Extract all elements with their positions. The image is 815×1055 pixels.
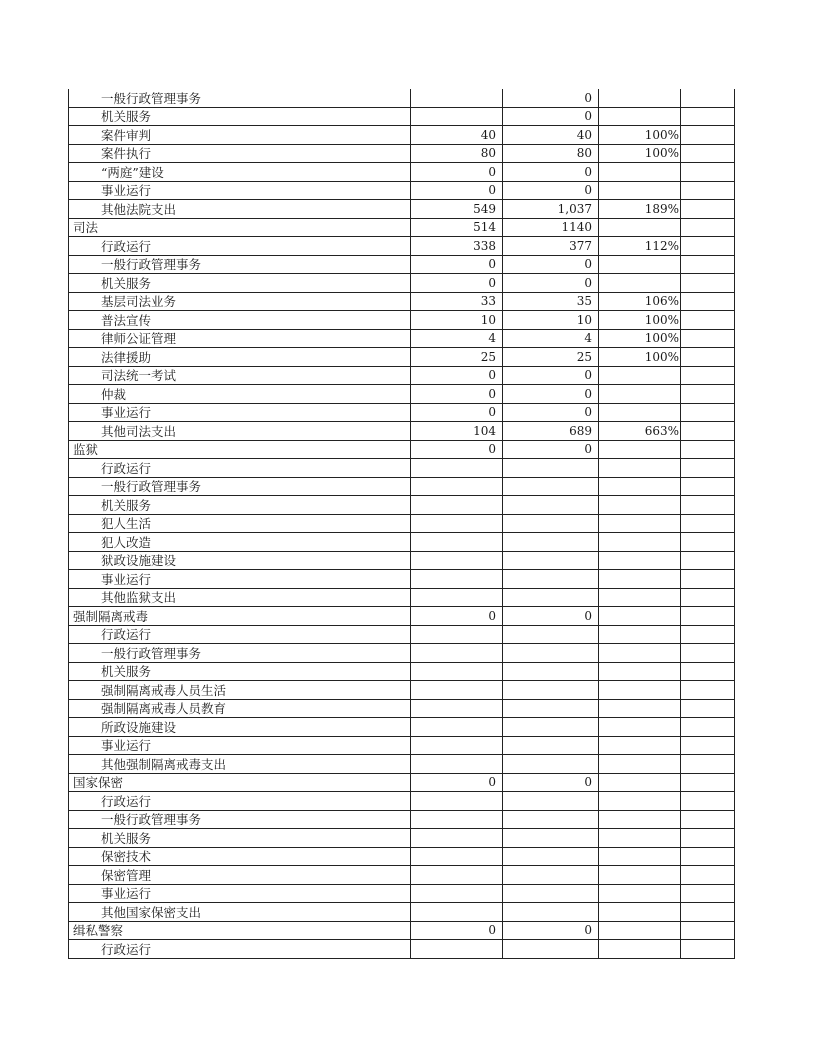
budget-value-cell: 4 [411,329,503,348]
actual-value-cell: 0 [503,440,599,459]
budget-value-cell: 0 [411,181,503,200]
table-row [69,237,735,256]
remark-cell [681,107,735,126]
remark-cell [681,237,735,256]
percent-cell [599,718,681,737]
actual-value-cell: 0 [503,385,599,404]
remark-cell [681,477,735,496]
percent-cell [599,903,681,922]
item-name-cell: 一般行政管理事务 [69,255,411,274]
item-name-cell: 一般行政管理事务 [69,810,411,829]
remark-cell [681,718,735,737]
table-row [69,533,735,552]
remark-cell [681,533,735,552]
actual-value-cell [503,459,599,478]
table-row [69,570,735,589]
item-name-cell: 所政设施建设 [69,718,411,737]
remark-cell [681,699,735,718]
remark-cell [681,514,735,533]
actual-value-cell: 35 [503,292,599,311]
table-row [69,625,735,644]
percent-cell [599,163,681,182]
actual-value-cell [503,625,599,644]
budget-value-cell [411,810,503,829]
percent-cell: 112% [599,237,681,256]
actual-value-cell [503,884,599,903]
table-row [69,496,735,515]
table-row [69,366,735,385]
remark-cell [681,773,735,792]
table-row [69,200,735,219]
budget-value-cell [411,107,503,126]
budget-value-cell [411,533,503,552]
budget-value-cell: 0 [411,440,503,459]
item-name-cell: 其他监狱支出 [69,588,411,607]
actual-value-cell: 0 [503,163,599,182]
percent-cell [599,459,681,478]
remark-cell [681,255,735,274]
remark-cell [681,866,735,885]
actual-value-cell: 40 [503,126,599,145]
percent-cell [599,607,681,626]
actual-value-cell [503,736,599,755]
actual-value-cell: 0 [503,607,599,626]
table-row-category [69,440,735,459]
actual-value-cell [503,829,599,848]
table-row [69,755,735,774]
table-row [69,459,735,478]
table-row [69,718,735,737]
actual-value-cell: 1140 [503,218,599,237]
table-row [69,829,735,848]
remark-cell [681,847,735,866]
actual-value-cell [503,644,599,663]
remark-cell [681,681,735,700]
item-name-cell: 机关服务 [69,107,411,126]
table-row [69,329,735,348]
budget-value-cell: 0 [411,607,503,626]
remark-cell [681,311,735,330]
budget-value-cell: 0 [411,385,503,404]
remark-cell [681,329,735,348]
budget-value-cell: 0 [411,163,503,182]
actual-value-cell [503,551,599,570]
budget-value-cell: 549 [411,200,503,219]
table-row [69,107,735,126]
table-row [69,699,735,718]
actual-value-cell: 0 [503,107,599,126]
remark-cell [681,89,735,107]
budget-value-cell: 0 [411,921,503,940]
table-row [69,662,735,681]
percent-cell [599,440,681,459]
table-row-category [69,607,735,626]
budget-value-cell [411,940,503,959]
percent-cell [599,921,681,940]
percent-cell [599,755,681,774]
table-row-category [69,218,735,237]
table-row [69,514,735,533]
actual-value-cell: 80 [503,144,599,163]
actual-value-cell: 0 [503,366,599,385]
remark-cell [681,163,735,182]
budget-value-cell [411,755,503,774]
percent-cell: 663% [599,422,681,441]
item-name-cell: 行政运行 [69,792,411,811]
table-row [69,144,735,163]
table-row [69,126,735,145]
actual-value-cell: 4 [503,329,599,348]
actual-value-cell [503,681,599,700]
actual-value-cell [503,588,599,607]
remark-cell [681,496,735,515]
percent-cell [599,866,681,885]
percent-cell: 100% [599,329,681,348]
percent-cell [599,477,681,496]
remark-cell [681,126,735,145]
percent-cell [599,940,681,959]
percent-cell: 100% [599,144,681,163]
budget-value-cell [411,847,503,866]
percent-cell [599,255,681,274]
item-name-cell: 机关服务 [69,274,411,293]
actual-value-cell [503,477,599,496]
budget-value-cell [411,570,503,589]
item-name-cell: 基层司法业务 [69,292,411,311]
item-name-cell: 事业运行 [69,736,411,755]
table-row [69,422,735,441]
budget-value-cell [411,89,503,107]
table-row [69,477,735,496]
table-row [69,274,735,293]
remark-cell [681,218,735,237]
table-row [69,681,735,700]
remark-cell [681,884,735,903]
item-name-cell: 其他法院支出 [69,200,411,219]
budget-value-cell: 0 [411,255,503,274]
percent-cell [599,644,681,663]
remark-cell [681,200,735,219]
budget-value-cell [411,662,503,681]
percent-cell [599,588,681,607]
budget-table-body [69,89,735,958]
budget-value-cell: 104 [411,422,503,441]
percent-cell [599,385,681,404]
percent-cell: 100% [599,126,681,145]
item-name-cell: 案件审判 [69,126,411,145]
item-name-cell: 事业运行 [69,403,411,422]
budget-value-cell: 0 [411,403,503,422]
budget-value-cell [411,792,503,811]
budget-value-cell [411,736,503,755]
item-name-cell: 强制隔离戒毒 [69,607,411,626]
item-name-cell: 一般行政管理事务 [69,89,411,107]
table-row [69,551,735,570]
table-row [69,847,735,866]
table-row [69,644,735,663]
budget-value-cell [411,477,503,496]
item-name-cell: 监狱 [69,440,411,459]
percent-cell: 189% [599,200,681,219]
budget-value-cell [411,514,503,533]
budget-value-cell [411,829,503,848]
budget-value-cell [411,884,503,903]
remark-cell [681,144,735,163]
table-row [69,89,735,107]
remark-cell [681,921,735,940]
actual-value-cell [503,514,599,533]
item-name-cell: “两庭”建设 [69,163,411,182]
item-name-cell: 司法 [69,218,411,237]
actual-value-cell: 25 [503,348,599,367]
percent-cell [599,829,681,848]
item-name-cell: 强制隔离戒毒人员生活 [69,681,411,700]
actual-value-cell: 689 [503,422,599,441]
actual-value-cell [503,699,599,718]
item-name-cell: 其他国家保密支出 [69,903,411,922]
table-row [69,385,735,404]
remark-cell [681,903,735,922]
budget-value-cell [411,551,503,570]
remark-cell [681,551,735,570]
percent-cell [599,218,681,237]
percent-cell [599,847,681,866]
item-name-cell: 机关服务 [69,662,411,681]
table-row [69,181,735,200]
actual-value-cell: 10 [503,311,599,330]
actual-value-cell: 0 [503,255,599,274]
percent-cell [599,551,681,570]
item-name-cell: 机关服务 [69,496,411,515]
budget-table [68,89,735,959]
budget-value-cell [411,699,503,718]
percent-cell [599,514,681,533]
table-row-category [69,921,735,940]
remark-cell [681,644,735,663]
budget-value-cell [411,625,503,644]
item-name-cell: 行政运行 [69,940,411,959]
percent-cell [599,625,681,644]
percent-cell [599,366,681,385]
actual-value-cell: 0 [503,403,599,422]
actual-value-cell [503,662,599,681]
budget-value-cell: 0 [411,366,503,385]
budget-value-cell: 33 [411,292,503,311]
remark-cell [681,940,735,959]
remark-cell [681,588,735,607]
percent-cell [599,810,681,829]
budget-value-cell: 0 [411,773,503,792]
actual-value-cell: 377 [503,237,599,256]
item-name-cell: 普法宣传 [69,311,411,330]
item-name-cell: 事业运行 [69,884,411,903]
table-row [69,292,735,311]
remark-cell [681,810,735,829]
actual-value-cell: 1,037 [503,200,599,219]
table-row [69,884,735,903]
percent-cell [599,403,681,422]
budget-value-cell: 40 [411,126,503,145]
actual-value-cell [503,810,599,829]
remark-cell [681,385,735,404]
item-name-cell: 行政运行 [69,459,411,478]
table-row [69,255,735,274]
item-name-cell: 行政运行 [69,237,411,256]
percent-cell [599,884,681,903]
actual-value-cell [503,847,599,866]
table-row [69,311,735,330]
item-name-cell: 机关服务 [69,829,411,848]
actual-value-cell: 0 [503,89,599,107]
item-name-cell: 行政运行 [69,625,411,644]
actual-value-cell: 0 [503,181,599,200]
actual-value-cell: 0 [503,773,599,792]
budget-value-cell [411,644,503,663]
actual-value-cell [503,533,599,552]
budget-value-cell: 338 [411,237,503,256]
remark-cell [681,662,735,681]
item-name-cell: 国家保密 [69,773,411,792]
item-name-cell: 强制隔离戒毒人员教育 [69,699,411,718]
table-row [69,792,735,811]
actual-value-cell: 0 [503,274,599,293]
budget-value-cell: 10 [411,311,503,330]
table-row [69,810,735,829]
remark-cell [681,625,735,644]
percent-cell [599,570,681,589]
item-name-cell: 狱政设施建设 [69,551,411,570]
item-name-cell: 犯人生活 [69,514,411,533]
percent-cell [599,274,681,293]
budget-value-cell [411,496,503,515]
budget-value-cell [411,459,503,478]
actual-value-cell [503,866,599,885]
table-row [69,866,735,885]
item-name-cell: 缉私警察 [69,921,411,940]
budget-value-cell [411,681,503,700]
actual-value-cell [503,792,599,811]
percent-cell [599,181,681,200]
item-name-cell: 一般行政管理事务 [69,477,411,496]
table-row [69,588,735,607]
item-name-cell: 法律援助 [69,348,411,367]
remark-cell [681,792,735,811]
budget-value-cell: 0 [411,274,503,293]
remark-cell [681,570,735,589]
table-row [69,403,735,422]
item-name-cell: 一般行政管理事务 [69,644,411,663]
remark-cell [681,366,735,385]
actual-value-cell: 0 [503,921,599,940]
remark-cell [681,829,735,848]
remark-cell [681,755,735,774]
actual-value-cell [503,903,599,922]
remark-cell [681,348,735,367]
percent-cell [599,89,681,107]
percent-cell [599,699,681,718]
actual-value-cell [503,755,599,774]
percent-cell: 100% [599,348,681,367]
remark-cell [681,422,735,441]
item-name-cell: 律师公证管理 [69,329,411,348]
budget-value-cell: 514 [411,218,503,237]
budget-value-cell [411,588,503,607]
remark-cell [681,292,735,311]
item-name-cell: 保密技术 [69,847,411,866]
item-name-cell: 事业运行 [69,570,411,589]
percent-cell [599,736,681,755]
actual-value-cell [503,570,599,589]
percent-cell [599,681,681,700]
item-name-cell: 其他强制隔离戒毒支出 [69,755,411,774]
table-row [69,163,735,182]
remark-cell [681,274,735,293]
table-row [69,736,735,755]
percent-cell [599,533,681,552]
item-name-cell: 仲裁 [69,385,411,404]
actual-value-cell [503,496,599,515]
percent-cell [599,496,681,515]
item-name-cell: 保密管理 [69,866,411,885]
remark-cell [681,459,735,478]
table-row [69,903,735,922]
percent-cell [599,107,681,126]
actual-value-cell [503,718,599,737]
table-row-category [69,773,735,792]
remark-cell [681,440,735,459]
item-name-cell: 司法统一考试 [69,366,411,385]
remark-cell [681,403,735,422]
percent-cell [599,773,681,792]
budget-value-cell: 25 [411,348,503,367]
remark-cell [681,607,735,626]
percent-cell: 106% [599,292,681,311]
table-row [69,348,735,367]
item-name-cell: 犯人改造 [69,533,411,552]
item-name-cell: 其他司法支出 [69,422,411,441]
budget-value-cell [411,718,503,737]
budget-value-cell [411,903,503,922]
budget-value-cell [411,866,503,885]
table-row [69,940,735,959]
item-name-cell: 事业运行 [69,181,411,200]
budget-value-cell: 80 [411,144,503,163]
actual-value-cell [503,940,599,959]
percent-cell [599,792,681,811]
remark-cell [681,736,735,755]
percent-cell [599,662,681,681]
percent-cell: 100% [599,311,681,330]
item-name-cell: 案件执行 [69,144,411,163]
remark-cell [681,181,735,200]
